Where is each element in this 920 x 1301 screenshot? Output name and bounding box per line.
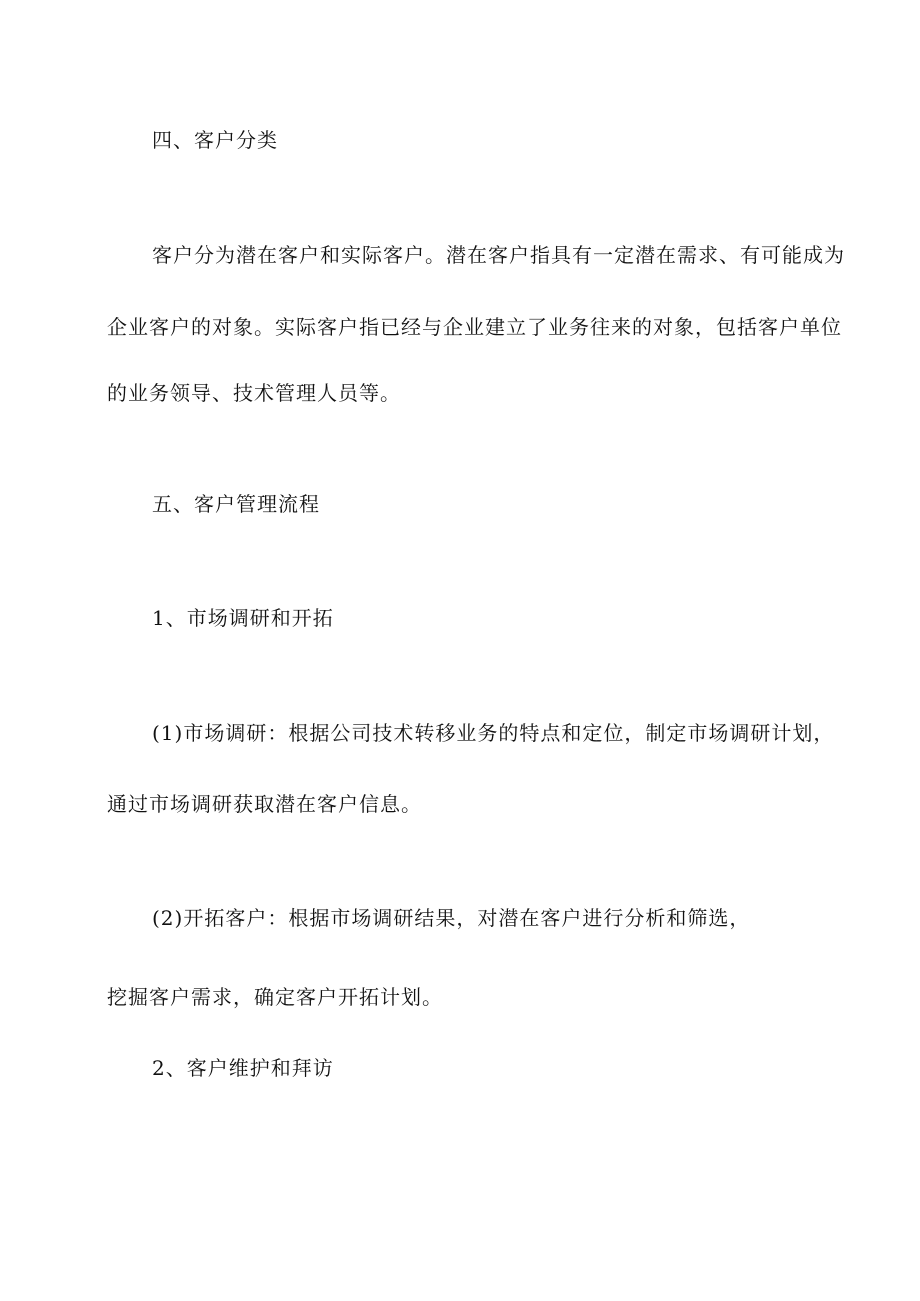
section-heading-customer-management-process: 五、客户管理流程 [152,492,320,516]
paragraph-line: (1)市场调研：根据公司技术转移业务的特点和定位，制定市场调研计划， [152,721,835,745]
paragraph-line: 挖掘客户需求，确定客户开拓计划。 [107,985,443,1009]
paragraph-line: (2)开拓客户：根据市场调研结果，对潜在客户进行分析和筛选， [152,906,751,930]
paragraph-line: 客户分为潜在客户和实际客户。潜在客户指具有一定潜在需求、有可能成为 [152,243,845,267]
section-heading-customer-classification: 四、客户分类 [152,128,278,152]
paragraph-line: 的业务领导、技术管理人员等。 [107,381,401,405]
subsection-heading-customer-maintenance: 2、客户维护和拜访 [152,1056,334,1080]
paragraph-line: 通过市场调研获取潜在客户信息。 [107,792,422,816]
paragraph-line: 企业客户的对象。实际客户指已经与企业建立了业务往来的对象，包括客户单位 [107,315,842,339]
subsection-heading-market-research: 1、市场调研和开拓 [152,606,334,630]
